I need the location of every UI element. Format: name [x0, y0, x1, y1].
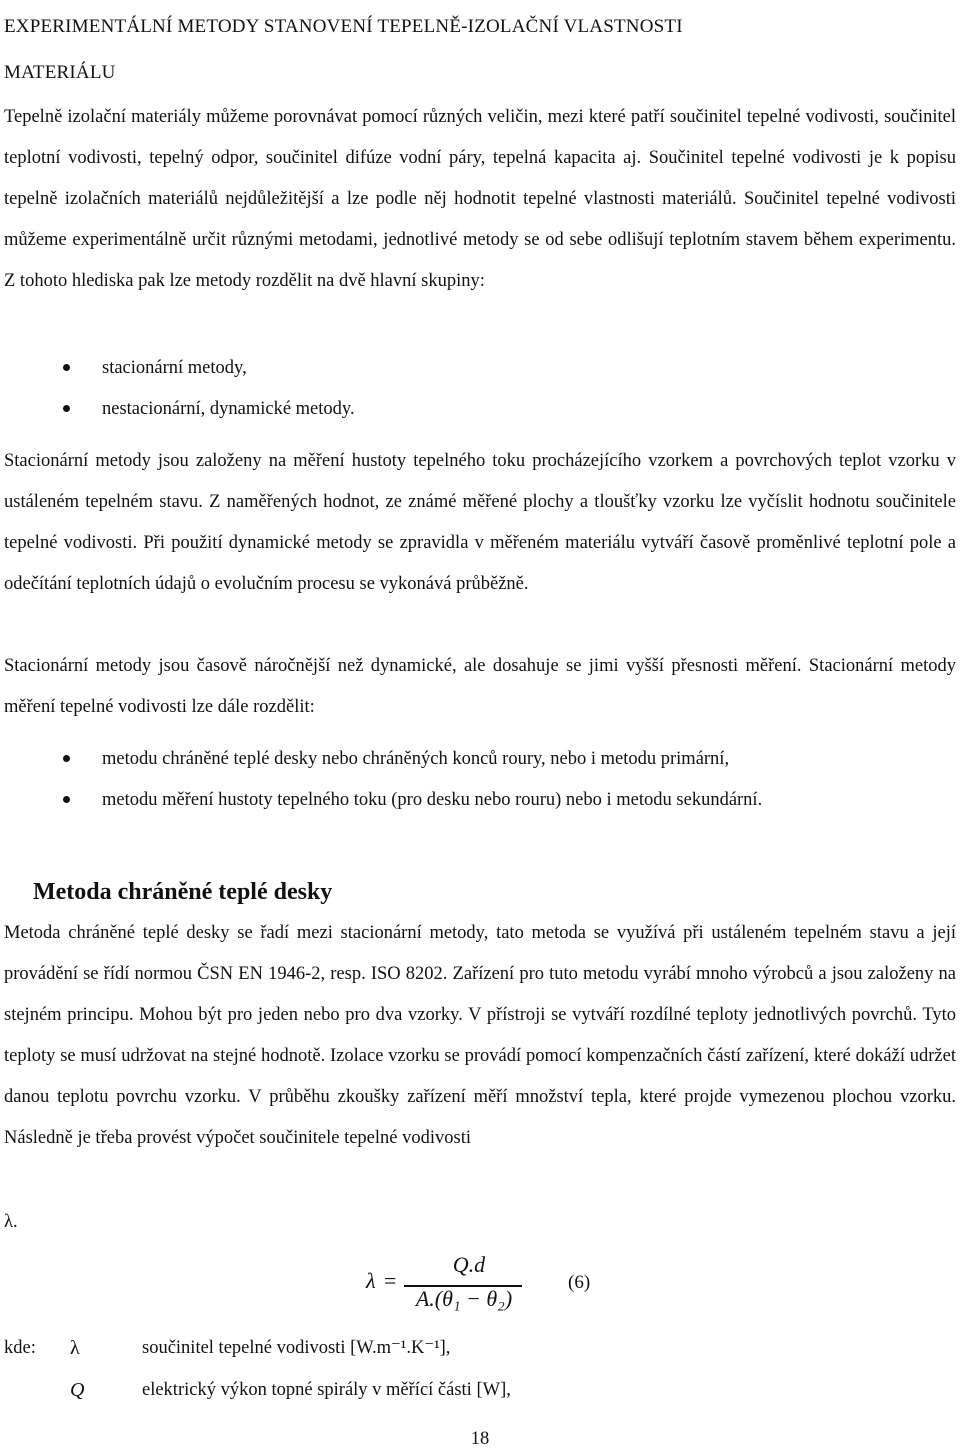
chapter-heading	[4, 4, 944, 96]
stationary-methods-paragraph: Stacionární metody jsou založeny na měření hustoty tepelného toku procházejícího vzorkem a povrchových teplot vzorku v ustáleném tepelném stavu. Z naměřených hodnot, ze známé měřené plochy a tloušťky vzorku lze vyčíslit hodnotu součinitele tepelné vodivosti. Při použití dynamické metody se zpravidla v měřeném materiálu vytváří časově proměnlivé teplotní pole a odečítání teplotních údajů o evolučním procesu se vykonává průběžně.	[4, 451, 956, 594]
intro-paragraph: Tepelně izolační materiály můžeme porovnávat pomocí různých veličin, mezi které patří součinitel tepelné vodivosti, součinitel teplotní vodivosti, tepelný odpor, součinitel difúze vodní páry, tepelná kapacita aj. Součinitel tepelné vodivosti je k popisu tepelně izolačních materiálů nejdůležitější a lze podle něj hodnotit tepelné vlastnosti materiálů. Součinitel tepelné vodivosti můžeme experimentálně určit různými metodami, jednotlivé metody se od sebe odlišují teplotním stavem během experimentu. Z tohoto hlediska pak lze metody rozdělit na dvě hlavní skupiny:	[4, 107, 956, 291]
lambda-line: λ.	[4, 1212, 18, 1232]
heading-line-1: EXPERIMENTÁLNÍ METODY STANOVENÍ TEPELNĚ-IZOLAČNÍ VLASTNOSTI	[4, 16, 683, 37]
section-title: Metoda chráněné teplé desky	[33, 879, 333, 905]
comparison-paragraph: Stacionární metody jsou časově náročnější než dynamické, ale dosahuje se jimi vyšší přesnosti měření. Stacionární metody měření tepelné vodivosti lze dále rozdělit:	[4, 656, 956, 717]
heading-line-2: MATERIÁLU	[4, 62, 116, 83]
list-item: metodu chráněné teplé desky nebo chráněných konců roury, nebo i metodu primární,	[0, 739, 960, 780]
thermal-conductivity-formula	[360, 1252, 620, 1332]
page-number: 18	[470, 1429, 490, 1449]
list-item: stacionární metody,	[0, 348, 960, 389]
equation-number: (6)	[568, 1272, 591, 1293]
method-groups-list	[0, 348, 960, 430]
definition-description: součinitel tepelné vodivosti [W.m⁻¹.K⁻¹],	[142, 1338, 451, 1358]
definitions-label: kde:	[4, 1338, 36, 1358]
formula-lhs: λ	[366, 1268, 376, 1293]
definition-description: elektrický výkon topné spirály v měřící části [W],	[142, 1380, 511, 1400]
definition-symbol: λ	[70, 1337, 80, 1359]
formula-numerator: Q.d	[452, 1252, 486, 1277]
guarded-hot-plate-paragraph: Metoda chráněné teplé desky se řadí mezi stacionární metody, tato metoda se využívá při ustáleném tepelném stavu a její provádění se řídí normou ČSN EN 1946-2, resp. ISO 8202. Zařízení pro tuto metodu vyrábí mnoho výrobců a jsou založeny na stejném principu. Mohou být pro jeden nebo pro dva vzorky. V přístroji se vytváří rozdílné teploty jednotlivých povrchů. Tyto teploty se musí udržovat na stejné hodnotě. Izolace vzorku se provádí pomocí kompenzačních částí zařízení, které dokáží udržet danou teplotu povrchu vzorku. V průběhu zkoušky zařízení měří množství tepla, které projde vymezenou plochou vzorku. Následně je třeba provést výpočet součinitele tepelné vodivosti	[4, 923, 956, 1148]
list-item: nestacionární, dynamické metody.	[0, 389, 960, 430]
definition-row	[4, 1369, 904, 1411]
symbol-definitions	[4, 1327, 904, 1411]
stationary-methods-list	[0, 739, 960, 821]
definition-row	[4, 1327, 904, 1369]
list-item: metodu měření hustoty tepelného toku (pro desku nebo rouru) nebo i metodu sekundární.	[0, 780, 960, 821]
formula-denominator: A.(θ₁ − θ₂)	[415, 1286, 513, 1311]
definition-symbol: Q	[70, 1379, 85, 1401]
formula-equals: =	[384, 1268, 397, 1293]
